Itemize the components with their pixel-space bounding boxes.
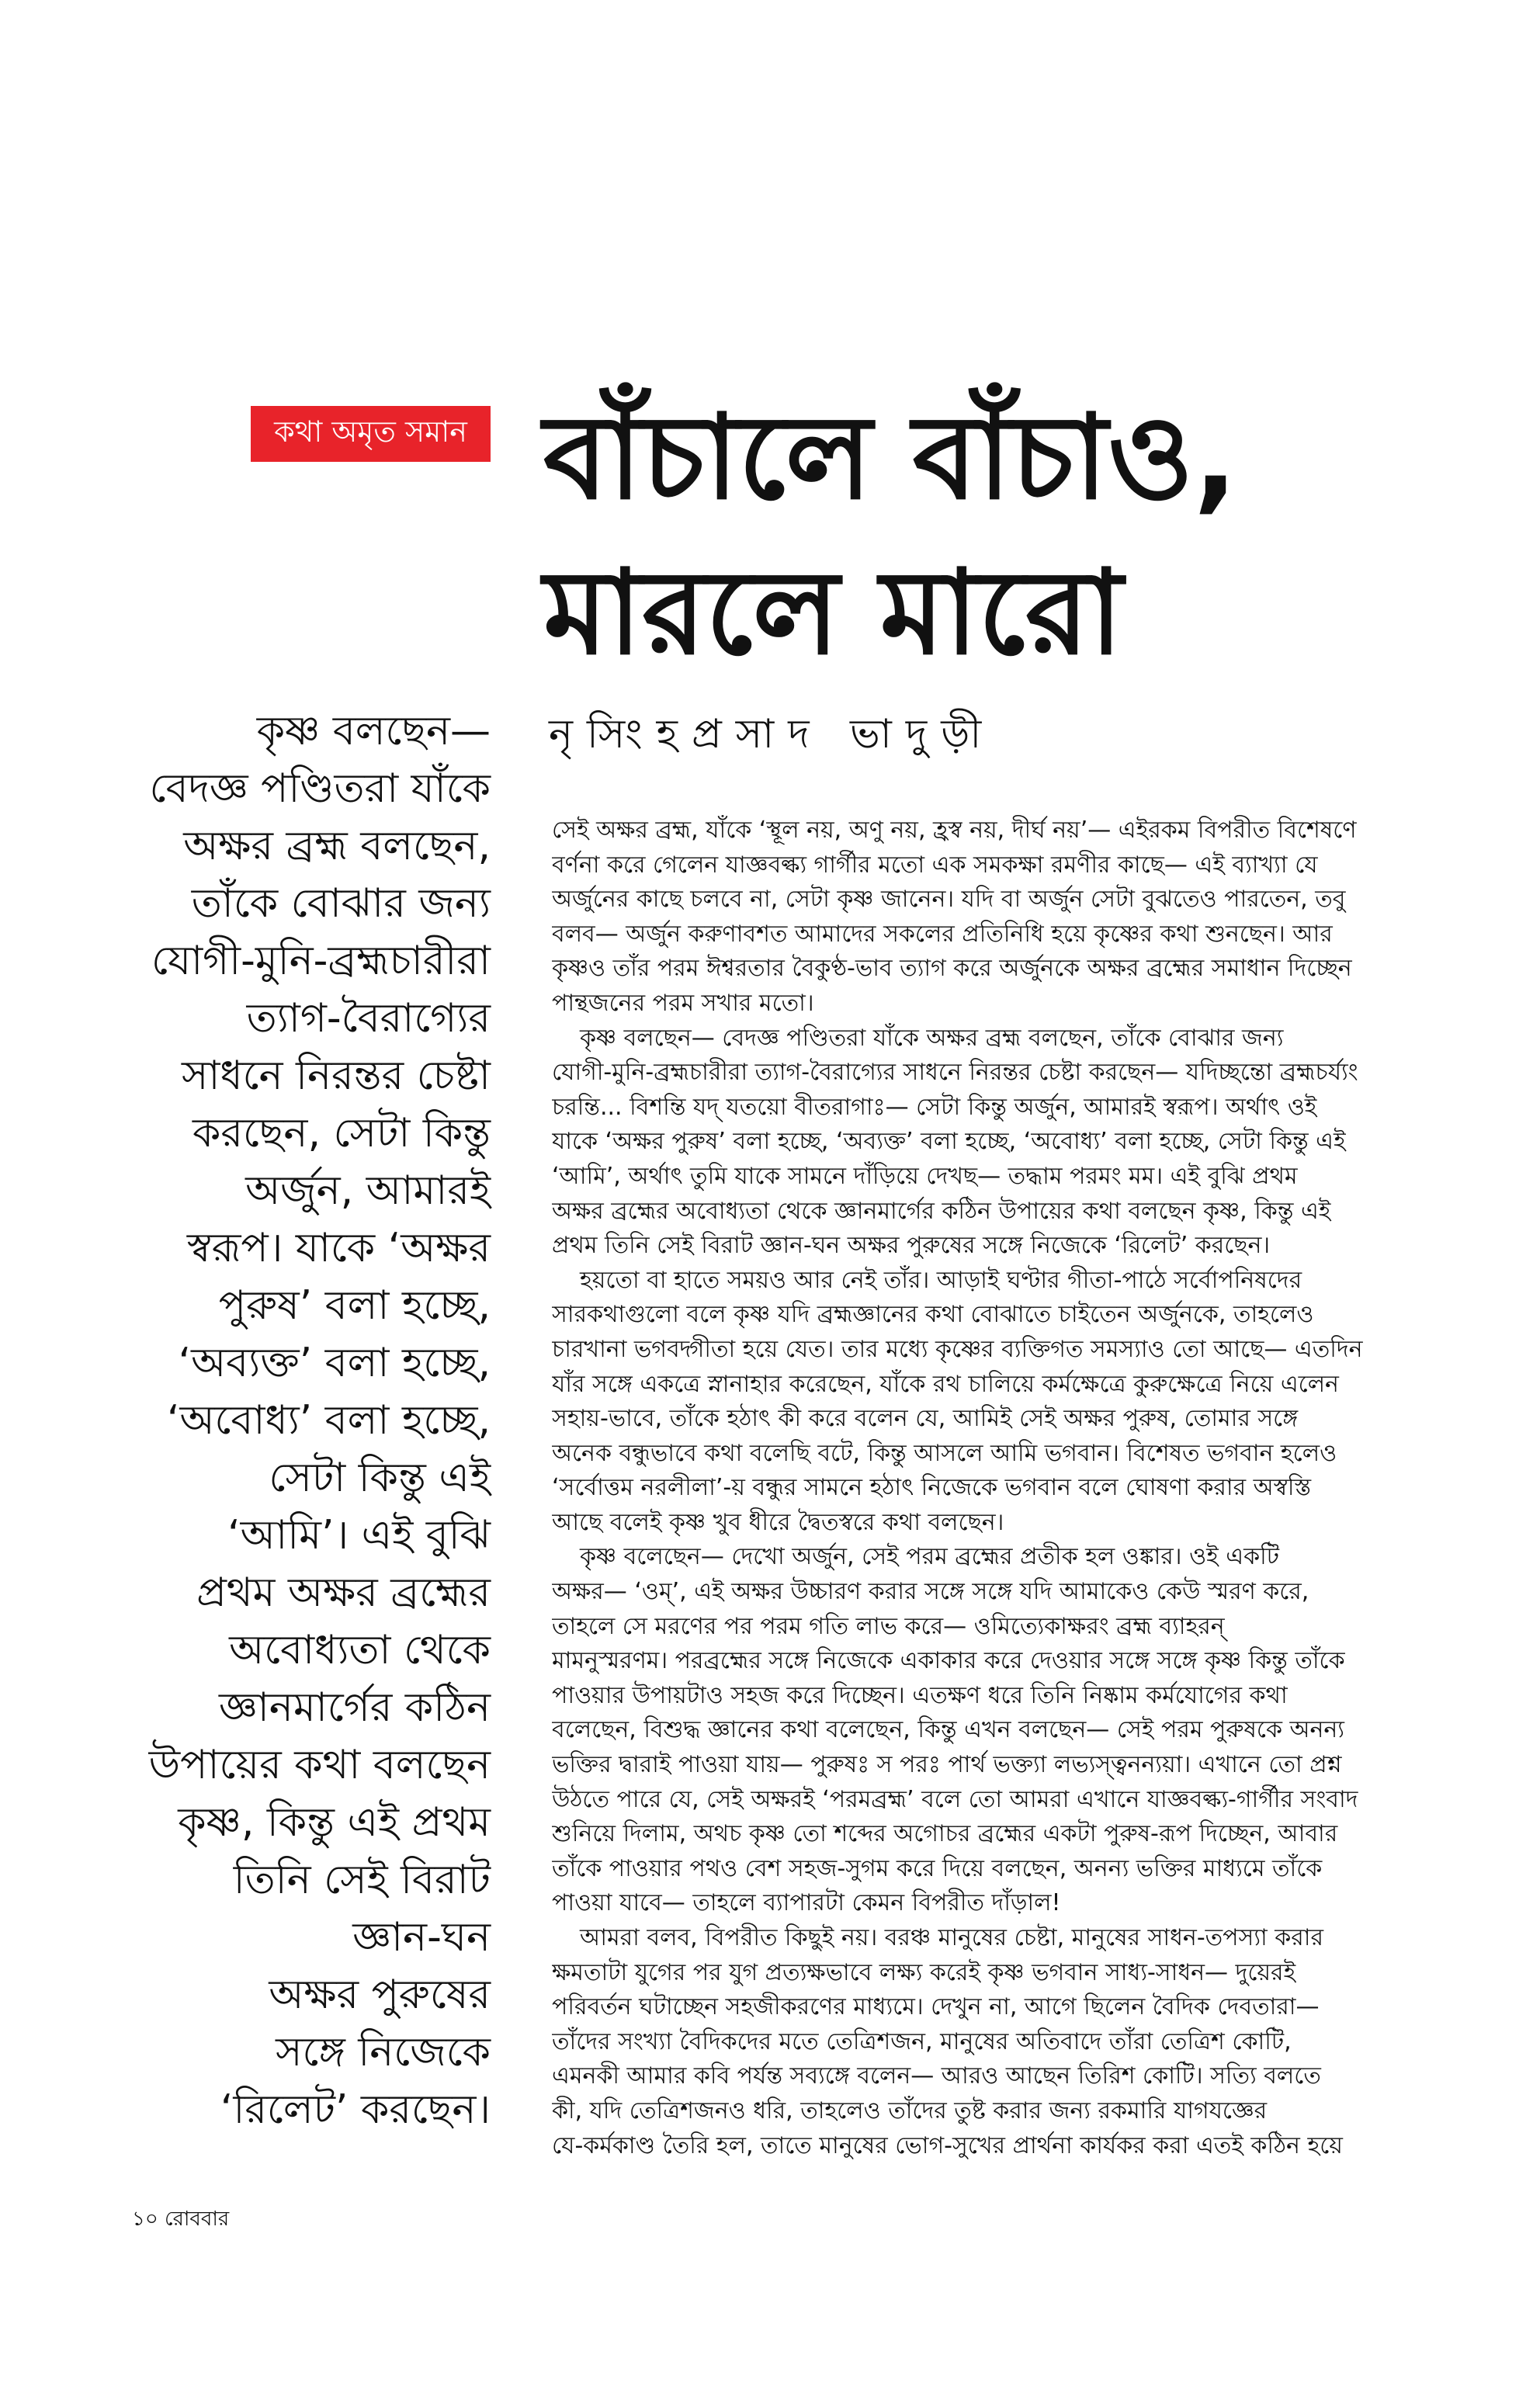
paragraph (552, 1921, 1386, 2163)
pull-quote-line: সেটা কিন্তু এই (269, 1455, 491, 1501)
body-line: সারকথাগুলো বলে কৃষ্ণ যদি ব্রহ্মজ্ঞানের কথা বোঝাতে চাইতেন অর্জুনকে, তাহলেও (552, 1301, 1314, 1329)
body-line: যোগী-মুনি-ব্রহ্মচারীরা ত্যাগ-বৈরাগ্যের সাধনে নিরন্তর চেষ্টা করছেন— যদিচ্ছন্তো ব্রহ্মচর্য্যং (552, 1059, 1358, 1087)
body-line: অনেক বন্ধুভাবে কথা বলেছি বটে, কিন্তু আসলে আমি ভগবান। বিশেষত ভগবান হলেও (552, 1439, 1337, 1467)
pull-quote-line: করছেন, সেটা কিন্তু (192, 1110, 491, 1157)
pull-quote-line: উপায়ের কথা বলছেন (148, 1742, 491, 1788)
article-title (543, 380, 1475, 691)
pull-quote-line: ত্যাগ-বৈরাগ্যের (246, 995, 491, 1042)
body-line: যাকে ‘অক্ষর পুরুষ’ বলা হচ্ছে, ‘অব্যক্ত’ বলা হচ্ছে, ‘অবোধ্য’ বলা হচ্ছে, সেটা কিন্তু এই (552, 1128, 1346, 1156)
pull-quote-line: ‘আমি’। এই বুঝি (227, 1512, 491, 1559)
pull-quote-line: জ্ঞান-ঘন (352, 1914, 491, 1961)
body-line: বলেছেন, বিশুদ্ধ জ্ঞানের কথা বলেছেন, কিন্তু এখন বলছেন— সেই পরম পুরুষকে অনন্য (552, 1716, 1345, 1744)
paragraph (552, 1540, 1386, 1921)
pull-quote-line: কৃষ্ণ বলছেন— (256, 708, 491, 754)
body-line: উঠতে পারে যে, সেই অক্ষরই ‘পরমব্রহ্ম’ বলে তো আমরা এখানে যাজ্ঞবল্ক্য-গার্গীর সংবাদ (552, 1785, 1358, 1813)
pull-quote-line: বেদজ্ঞ পণ্ডিতরা যাঁকে (149, 765, 491, 812)
body-line: আছে বলেই কৃষ্ণ খুব ধীরে দ্বৈতস্বরে কথা বলছেন। (552, 1508, 1004, 1536)
pull-quote-line: তাঁকে বোঝার জন্য (191, 880, 491, 927)
body-line: শুনিয়ে দিলাম, অথচ কৃষ্ণ তো শব্দের অগোচর ব্রহ্মের একটা পুরুষ-রূপ দিচ্ছেন, আবার (552, 1820, 1338, 1848)
body-line: অর্জুনের কাছে চলবে না, সেটা কৃষ্ণ জানেন। যদি বা অর্জুন সেটা বুঝতেও পারতেন, তবু (552, 886, 1346, 914)
body-line: অক্ষর— ‘ওম্’, এই অক্ষর উচ্চারণ করার সঙ্গে সঙ্গে যদি আমাকেও কেউ স্মরণ করে, (552, 1578, 1309, 1606)
pull-quote-line: স্বরূপ। যাকে ‘অক্ষর (186, 1225, 491, 1271)
paragraph (552, 1021, 1386, 1264)
body-line: সহায়-ভাবে, তাঁকে হঠাৎ কী করে বলেন যে, আমিই সেই অক্ষর পুরুষ, তোমার সঙ্গে (552, 1405, 1299, 1433)
body-line: পান্থজনের পরম সখার মতো। (552, 989, 814, 1017)
body-line: কৃষ্ণ বলেছেন— দেখো অর্জুন, সেই পরম ব্রহ্মের প্রতীক হল ওঙ্কার। ওই একটি (580, 1543, 1280, 1571)
paragraph (552, 813, 1386, 1021)
pull-quote-line: তিনি সেই বিরাট (233, 1857, 491, 1903)
paragraph (552, 1264, 1386, 1541)
body-line: মামনুস্মরণম। পরব্রহ্মের সঙ্গে নিজেকে একাকার করে দেওয়ার সঙ্গে সঙ্গে কৃষ্ণ কিন্তু তাঁকে (552, 1647, 1345, 1675)
body-line: যাঁর সঙ্গে একত্রে স্নানাহার করেছেন, যাঁকে রথ চালিয়ে কর্মক্ষেত্রে কুরুক্ষেত্রে নিয়ে এলেন (552, 1370, 1339, 1398)
body-line: পাওয়া যাবে— তাহলে ব্যাপারটা কেমন বিপরীত দাঁড়াল! (552, 1889, 1061, 1917)
pull-quote-line: প্রথম অক্ষর ব্রহ্মের (196, 1569, 491, 1616)
article-body (552, 813, 1386, 2163)
body-line: তাঁকে পাওয়ার পথও বেশ সহজ-সুগম করে দিয়ে বলছেন, অনন্য ভক্তির মাধ্যমে তাঁকে (552, 1854, 1323, 1882)
pull-quote-line: ‘অবোধ্য’ বলা হচ্ছে, (166, 1397, 491, 1444)
page-folio: ১০ রোববার (132, 2207, 230, 2231)
body-line: হয়তো বা হাতে সময়ও আর নেই তাঁর। আড়াই ঘণ্টার গীতা-পাঠে সর্বোপনিষদের (580, 1266, 1302, 1294)
pull-quote-line: সঙ্গে নিজেকে (276, 2029, 491, 2076)
body-line: ভক্তির দ্বারাই পাওয়া যায়— পুরুষঃ স পরঃ পার্থ ভক্ত্যা লভ্যস্ত্বনন্যয়া। এখানে তো প্রশ্ন (552, 1751, 1342, 1779)
body-line: পাওয়ার উপায়টাও সহজ করে দিচ্ছেন। এতক্ষণ ধরে তিনি নিষ্কাম কর্মযোগের কথা (552, 1681, 1288, 1709)
pull-quote-line: অর্জুন, আমারই (245, 1167, 491, 1214)
body-line: চারখানা ভগবদ্গীতা হয়ে যেত। তার মধ্যে কৃষ্ণের ব্যক্তিগত সমস্যাও তো আছে— এতদিন (552, 1335, 1363, 1363)
pull-quote-line: অবোধ্যতা থেকে (229, 1627, 491, 1673)
pull-quote-line: অক্ষর ব্রহ্ম বলছেন, (183, 823, 491, 869)
pull-quote-line: জ্ঞানমার্গের কঠিন (218, 1684, 491, 1731)
body-line: প্রথম তিনি সেই বিরাট জ্ঞান-ঘন অক্ষর পুরুষের সঙ্গে নিজেকে ‘রিলেট’ করছেন। (552, 1232, 1271, 1260)
author-byline: নৃসিংহপ্রসাদ ভাদুড়ী (549, 711, 996, 758)
body-line: বলব— অর্জুন করুণাবশত আমাদের সকলের প্রতিনিধি হয়ে কৃষ্ণের কথা শুনছেন। আর (552, 920, 1333, 948)
pull-quote-line: সাধনে নিরন্তর চেষ্টা (182, 1053, 491, 1099)
pull-quote-line: পুরুষ’ বলা হচ্ছে, (218, 1282, 491, 1329)
body-line: এমনকী আমার কবি পর্যন্ত সব্যঙ্গে বলেন— আরও আছেন তিরিশ কোটি। সত্যি বলতে (552, 2062, 1321, 2090)
pull-quote-line: যোগী-মুনি-ব্রহ্মচারীরা (151, 938, 491, 984)
body-line: আমরা বলব, বিপরীত কিছুই নয়। বরঞ্চ মানুষের চেষ্টা, মানুষের সাধন-তপস্যা করার (580, 1924, 1323, 1951)
body-line: কৃষ্ণ বলছেন— বেদজ্ঞ পণ্ডিতরা যাঁকে অক্ষর ব্রহ্ম বলছেন, তাঁকে বোঝার জন্য (580, 1024, 1284, 1052)
body-line: ক্ষমতাটা যুগের পর যুগ প্রত্যক্ষভাবে লক্ষ্য করেই কৃষ্ণ ভগবান সাধ্য-সাধন— দুয়েরই (552, 1958, 1296, 1986)
body-line: ‘আমি’, অর্থাৎ তুমি যাকে সামনে দাঁড়িয়ে দেখছ— তদ্ধাম পরমং মম। এই বুঝি প্রথম (552, 1162, 1298, 1190)
body-line: পরিবর্তন ঘটাচ্ছেন সহজীকরণের মাধ্যমে। দেখুন না, আগে ছিলেন বৈদিক দেবতারা— (552, 1993, 1320, 2021)
pull-quote (116, 702, 491, 2138)
body-line: কৃষ্ণও তাঁর পরম ঈশ্বরতার বৈকুণ্ঠ-ভাব ত্যাগ করে অর্জুনকে অক্ষর ব্রহ্মের সমাধান দিচ্ছেন (552, 955, 1352, 983)
body-line: অক্ষর ব্রহ্মের অবোধ্যতা থেকে জ্ঞানমার্গের কঠিন উপায়ের কথা বলছেন কৃষ্ণ, কিন্তু এই (552, 1197, 1331, 1225)
title-line-1: বাঁচালে বাঁচাও, (543, 390, 1238, 525)
body-line: তাহলে সে মরণের পর পরম গতি লাভ করে— ওমিত্যেকাক্ষরং ব্রহ্ম ব্যাহরন্ (552, 1612, 1225, 1640)
body-line: যে-কর্মকাণ্ড তৈরি হল, তাতে মানুষের ভোগ-সুখের প্রার্থনা কার্যকর করা এতই কঠিন হয়ে (552, 2131, 1343, 2159)
body-line: সেই অক্ষর ব্রহ্ম, যাঁকে ‘স্থূল নয়, অণু নয়, হ্রস্ব নয়, দীর্ঘ নয়’— এইরকম বিপরীত বিশেষণে (552, 817, 1357, 844)
body-line: তাঁদের সংখ্যা বৈদিকদের মতে তেত্রিশজন, মানুষের অতিবাদে তাঁরা তেত্রিশ কোটি, (552, 2027, 1292, 2055)
body-line: ‘সর্বোত্তম নরলীলা’-য় বন্ধুর সামনে হঠাৎ নিজেকে ভগবান বলে ঘোষণা করার অস্বস্তি (552, 1474, 1312, 1502)
body-line: কী, যদি তেত্রিশজনও ধরি, তাহলেও তাঁদের তুষ্ট করার জন্য রকমারি যাগযজ্ঞের (552, 2096, 1268, 2124)
body-line: বর্ণনা করে গেলেন যাজ্ঞবল্ক্য গার্গীর মতো এক সমকক্ষা রমণীর কাছে— এই ব্যাখ্যা যে (552, 851, 1318, 879)
body-line: চরন্তি... বিশন্তি যদ্ যতয়ো বীতরাগাঃ— সেটা কিন্তু অর্জুন, আমারই স্বরূপ। অর্থাৎ ওই (552, 1093, 1317, 1121)
section-tag: কথা অমৃত সমান (251, 406, 491, 462)
pull-quote-line: ‘রিলেট’ করছেন। (220, 2086, 491, 2133)
pull-quote-line: কৃষ্ণ, কিন্তু এই প্রথম (178, 1799, 491, 1846)
title-line-2: মারলে মারো (543, 546, 1123, 681)
pull-quote-line: অক্ষর পুরুষের (269, 1972, 491, 2018)
pull-quote-line: ‘অব্যক্ত’ বলা হচ্ছে, (178, 1340, 491, 1386)
